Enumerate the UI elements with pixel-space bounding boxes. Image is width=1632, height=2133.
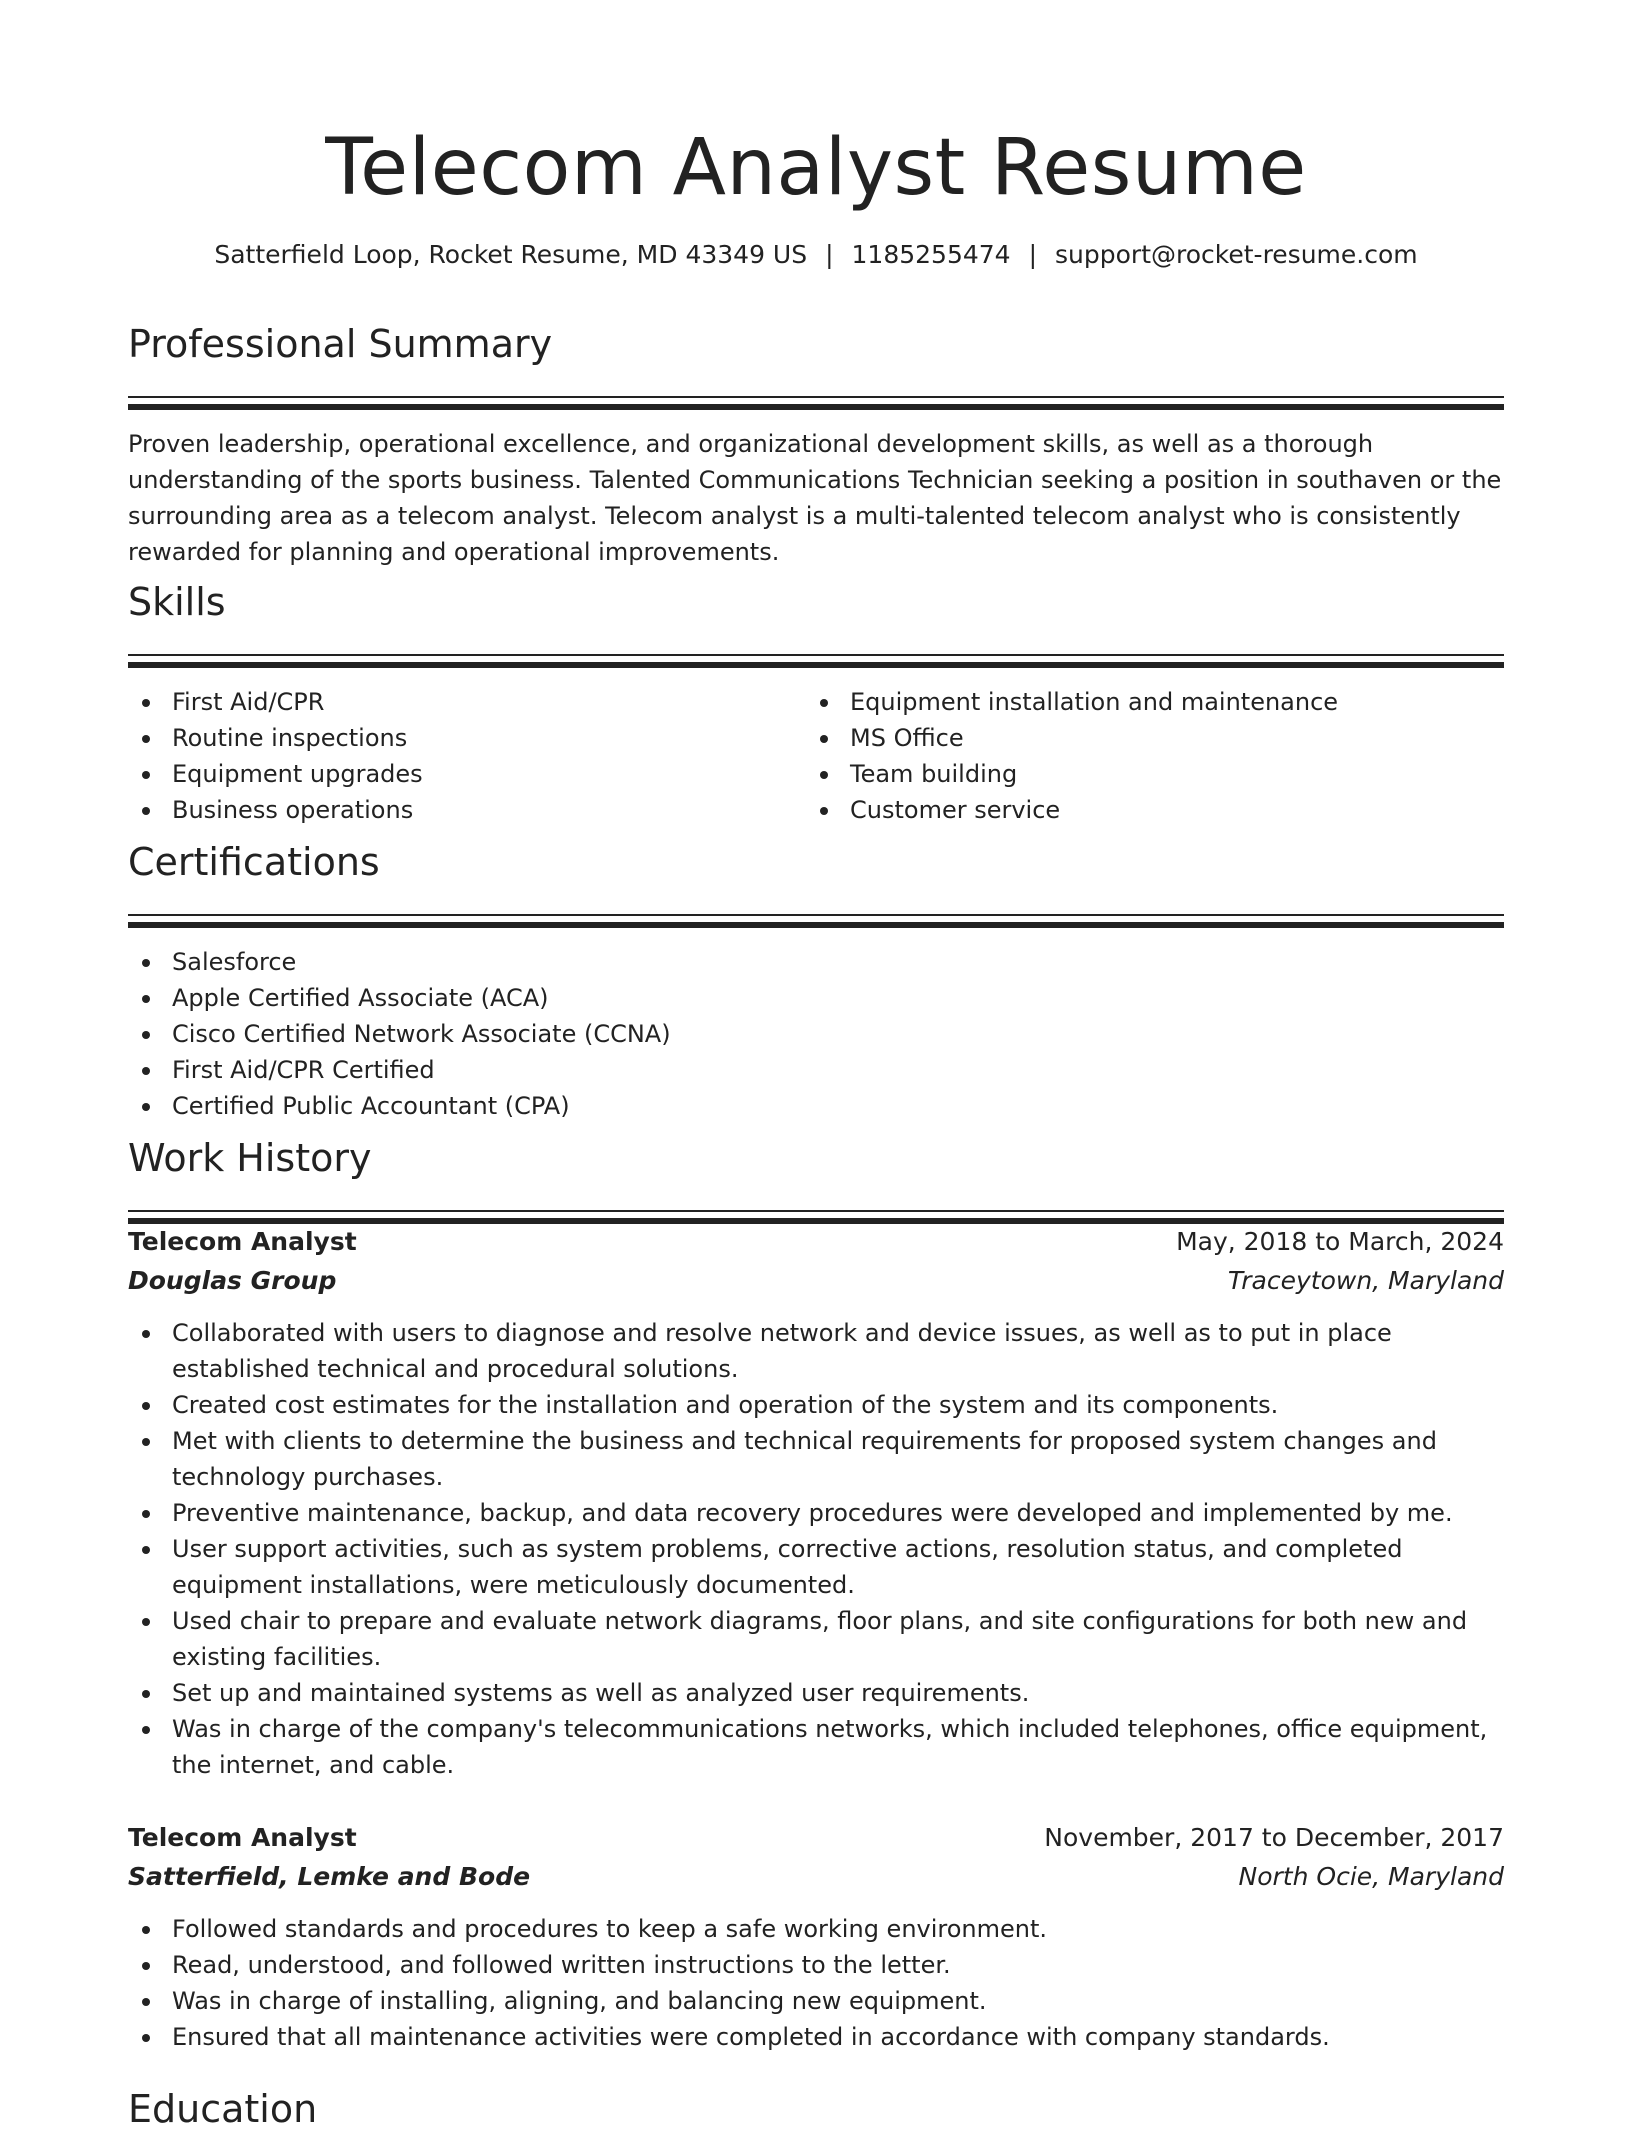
section-title: Education <box>128 2087 318 2131</box>
job-company-row <box>128 1857 1504 1897</box>
section-title: Skills <box>128 580 226 624</box>
job-title: Telecom Analyst <box>128 1823 357 1852</box>
resume-name: Telecom Analyst Resume <box>325 123 1307 213</box>
certification-item: Cisco Certified Network Associate (CCNA) <box>128 1016 1504 1052</box>
skill-item: Customer service <box>806 792 1484 828</box>
job-bullet: Collaborated with users to diagnose and resolve network and device issues, as well as to put in place established technical and procedural solutions. <box>128 1315 1504 1387</box>
skill-item: Routine inspections <box>128 720 806 756</box>
job-bullet: Was in charge of installing, aligning, and balancing new equipment. <box>128 1983 1504 2019</box>
skills-columns <box>128 668 1504 828</box>
skill-item: Equipment installation and maintenance <box>806 684 1484 720</box>
skills-list-right <box>806 684 1484 828</box>
skills-list-left <box>128 684 806 828</box>
job-bullet: Met with clients to determine the business and technical requirements for proposed system changes and technology purchases. <box>128 1423 1504 1495</box>
summary-section <box>128 320 1504 570</box>
job-location: Traceytown, Maryland <box>1227 1266 1504 1295</box>
section-title: Professional Summary <box>128 322 553 366</box>
job-bullet: Followed standards and procedures to keep a safe working environment. <box>128 1911 1504 1947</box>
work-history-section <box>128 1134 1504 1224</box>
job-bullets <box>128 1911 1504 2055</box>
skill-item: First Aid/CPR <box>128 684 806 720</box>
skill-item: Equipment upgrades <box>128 756 806 792</box>
contact-phone: 1185255474 <box>851 240 1011 269</box>
job-title: Telecom Analyst <box>128 1227 357 1256</box>
job-header-row <box>128 1223 1504 1261</box>
skill-item: Team building <box>806 756 1484 792</box>
section-title: Work History <box>128 1136 372 1180</box>
job-bullet: Set up and maintained systems as well as analyzed user requirements. <box>128 1675 1504 1711</box>
section-divider <box>128 914 1504 916</box>
job-entry <box>128 1819 1504 2055</box>
job-bullet: Created cost estimates for the installation and operation of the system and its components. <box>128 1387 1504 1423</box>
certification-item: Certified Public Accountant (CPA) <box>128 1088 1504 1124</box>
education-section <box>128 2085 1504 2133</box>
job-header-row <box>128 1819 1504 1857</box>
section-divider <box>128 654 1504 656</box>
job-company-row <box>128 1261 1504 1301</box>
job-company: Douglas Group <box>128 1266 337 1295</box>
section-divider <box>128 1210 1504 1212</box>
certification-item: Apple Certified Associate (ACA) <box>128 980 1504 1016</box>
skills-section <box>128 578 1504 828</box>
certifications-section <box>128 838 1504 1124</box>
job-entry <box>128 1223 1504 1783</box>
job-bullet: Read, understood, and followed written instructions to the letter. <box>128 1947 1504 1983</box>
certification-item: Salesforce <box>128 944 1504 980</box>
job-dates: May, 2018 to March, 2024 <box>1176 1227 1504 1256</box>
job-location: North Ocie, Maryland <box>1238 1862 1504 1891</box>
job-bullet: Preventive maintenance, backup, and data recovery procedures were developed and implemented by me. <box>128 1495 1504 1531</box>
job-bullet: Was in charge of the company's telecommunications networks, which included telephones, office equipment, the internet, and cable. <box>128 1711 1504 1783</box>
certifications-list <box>128 944 1504 1124</box>
skill-item: Business operations <box>128 792 806 828</box>
skill-item: MS Office <box>806 720 1484 756</box>
certification-item: First Aid/CPR Certified <box>128 1052 1504 1088</box>
job-bullets <box>128 1315 1504 1783</box>
contact-line <box>128 238 1504 272</box>
contact-separator: | <box>825 240 834 269</box>
job-bullet: Used chair to prepare and evaluate network diagrams, floor plans, and site configurations for both new and existing facilities. <box>128 1603 1504 1675</box>
job-bullet: User support activities, such as system problems, corrective actions, resolution status, and completed equipment installations, were meticulously documented. <box>128 1531 1504 1603</box>
contact-address: Satterfield Loop, Rocket Resume, MD 43349 US <box>214 240 808 269</box>
contact-email[interactable]: support@rocket-resume.com <box>1055 240 1418 269</box>
summary-text: Proven leadership, operational excellence, and organizational development skills, as well as a thorough understanding of the sports business. Talented Communications Technician seeking a position in southaven or the surrounding area as a telecom analyst. Telecom analyst is a multi-talented telecom analyst who is consistently rewarded for planning and operational improvements. <box>128 430 1502 566</box>
contact-separator: | <box>1028 240 1038 269</box>
section-divider <box>128 404 1504 410</box>
job-dates: November, 2017 to December, 2017 <box>1044 1823 1504 1852</box>
section-divider <box>128 396 1504 398</box>
job-company: Satterfield, Lemke and Bode <box>128 1862 531 1891</box>
section-title: Certifications <box>128 840 380 884</box>
job-bullet: Ensured that all maintenance activities were completed in accordance with company standards. <box>128 2019 1504 2055</box>
section-divider <box>128 922 1504 928</box>
